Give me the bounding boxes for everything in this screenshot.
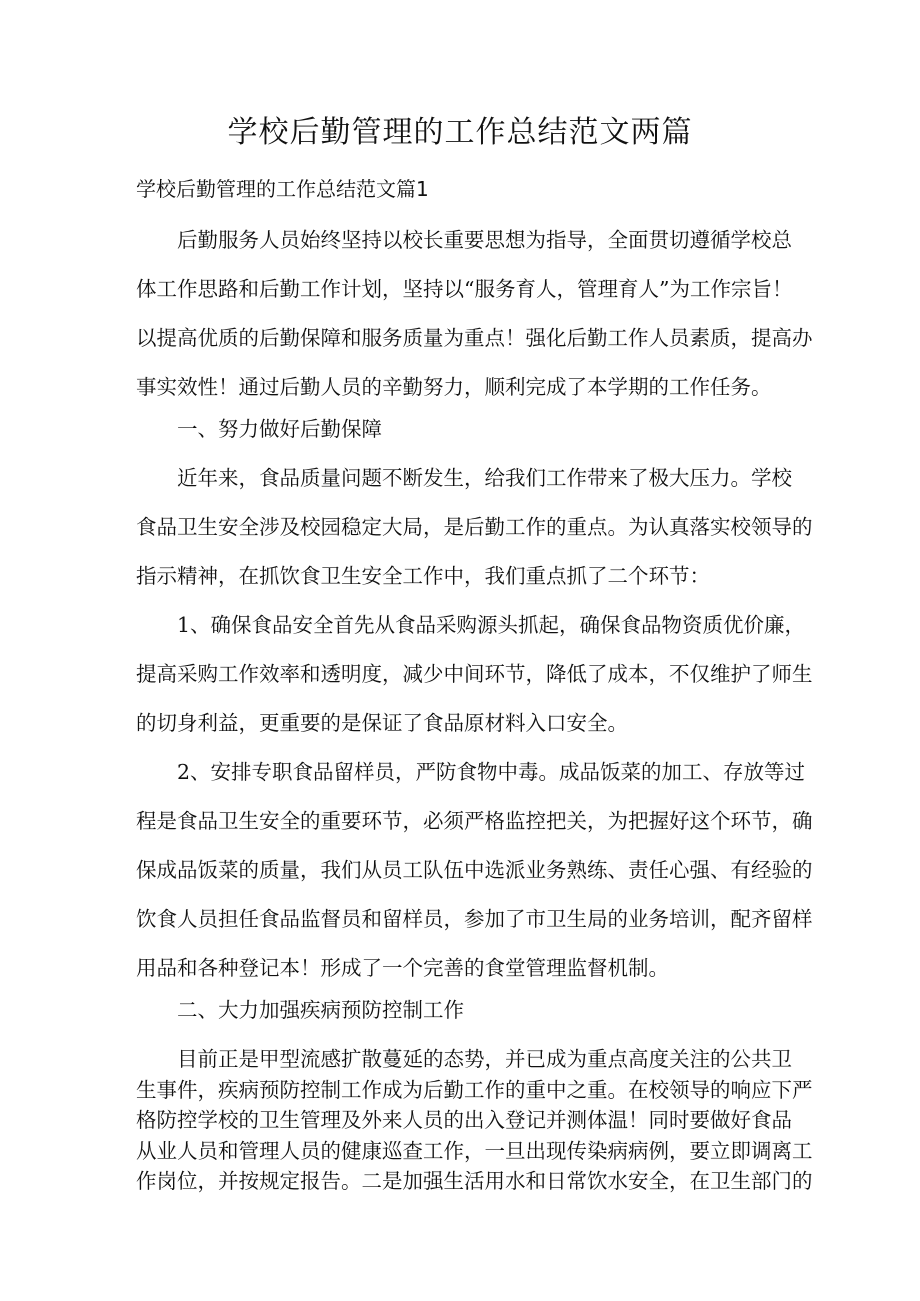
section-heading: 学校后勤管理的工作总结范文篇1 bbox=[136, 177, 429, 201]
paragraph-item-1 bbox=[136, 601, 813, 748]
paragraph-line: 指示精神，在抓饮食卫生安全工作中，我们重点抓了二个环节： bbox=[136, 564, 710, 588]
paragraph-line: 饮食人员担任食品监督员和留样员，参加了市卫生局的业务培训，配齐留样 bbox=[136, 907, 813, 931]
paragraph-item-2 bbox=[136, 748, 813, 993]
paragraph-line: 1、确保食品安全首先从食品采购源头抓起，确保食品物资质优价廉， bbox=[177, 613, 806, 637]
paragraph-line: 程是食品卫生安全的重要环节，必须严格监控把关，为把握好这个环节，确 bbox=[136, 809, 813, 833]
paragraph-food-safety bbox=[136, 454, 813, 601]
paragraph-line: 后勤服务人员始终坚持以校长重要思想为指导，全面贯切遵循学校总 bbox=[177, 228, 792, 252]
paragraph-line: 近年来，食品质量问题不断发生，给我们工作带来了极大压力。学校 bbox=[177, 466, 792, 490]
subheading-logistics bbox=[136, 405, 792, 454]
paragraph-line: 事实效性！通过后勤人员的辛勤努力，顺利完成了本学期的工作任务。 bbox=[136, 375, 772, 399]
subheading-disease-control bbox=[136, 986, 792, 1035]
paragraph-line: 的切身利益，更重要的是保证了食品原材料入口安全。 bbox=[136, 711, 628, 735]
paragraph-line: 从业人员和管理人员的健康巡查工作，一旦出现传染病病例，要立即调离工 bbox=[136, 1138, 813, 1163]
paragraph-line: 生事件，疾病预防控制工作成为后勤工作的重中之重。在校领导的响应下严 bbox=[136, 1077, 813, 1102]
paragraph-line: 用品和各种登记本！形成了一个完善的食堂管理监督机制。 bbox=[136, 956, 669, 980]
paragraph-line: 作岗位，并按规定报告。二是加强生活用水和日常饮水安全，在卫生部门的 bbox=[136, 1169, 813, 1193]
subheading-text: 一、努力做好后勤保障 bbox=[177, 417, 382, 441]
paragraph-line: 提高采购工作效率和透明度，减少中间环节，降低了成本，不仅维护了师生 bbox=[136, 662, 813, 686]
paragraph-intro bbox=[136, 216, 813, 412]
paragraph-line: 格防控学校的卫生管理及外来人员的出入登记并测体温！同时要做好食品 bbox=[136, 1108, 792, 1132]
document-title: 学校后勤管理的工作总结范文两篇 bbox=[227, 115, 693, 150]
paragraph-line: 体工作思路和后勤工作计划，坚持以“服务育人，管理育人”为工作宗旨！ bbox=[136, 277, 793, 301]
paragraph-line: 食品卫生安全涉及校园稳定大局，是后勤工作的重点。为认真落实校领导的 bbox=[136, 515, 813, 539]
subheading-text: 二、大力加强疾病预防控制工作 bbox=[177, 998, 464, 1022]
paragraph-line: 2、安排专职食品留样员，严防食物中毒。成品饭菜的加工、存放等过 bbox=[177, 760, 806, 784]
paragraph-line: 以提高优质的后勤保障和服务质量为重点！强化后勤工作人员素质，提高办 bbox=[136, 326, 813, 350]
paragraph-disease bbox=[136, 1044, 813, 1197]
paragraph-line: 保成品饭菜的质量，我们从员工队伍中选派业务熟练、责任心强、有经验的 bbox=[136, 858, 813, 882]
paragraph-line: 目前正是甲型流感扩散蔓延的态势，并已成为重点高度关注的公共卫 bbox=[177, 1047, 792, 1071]
